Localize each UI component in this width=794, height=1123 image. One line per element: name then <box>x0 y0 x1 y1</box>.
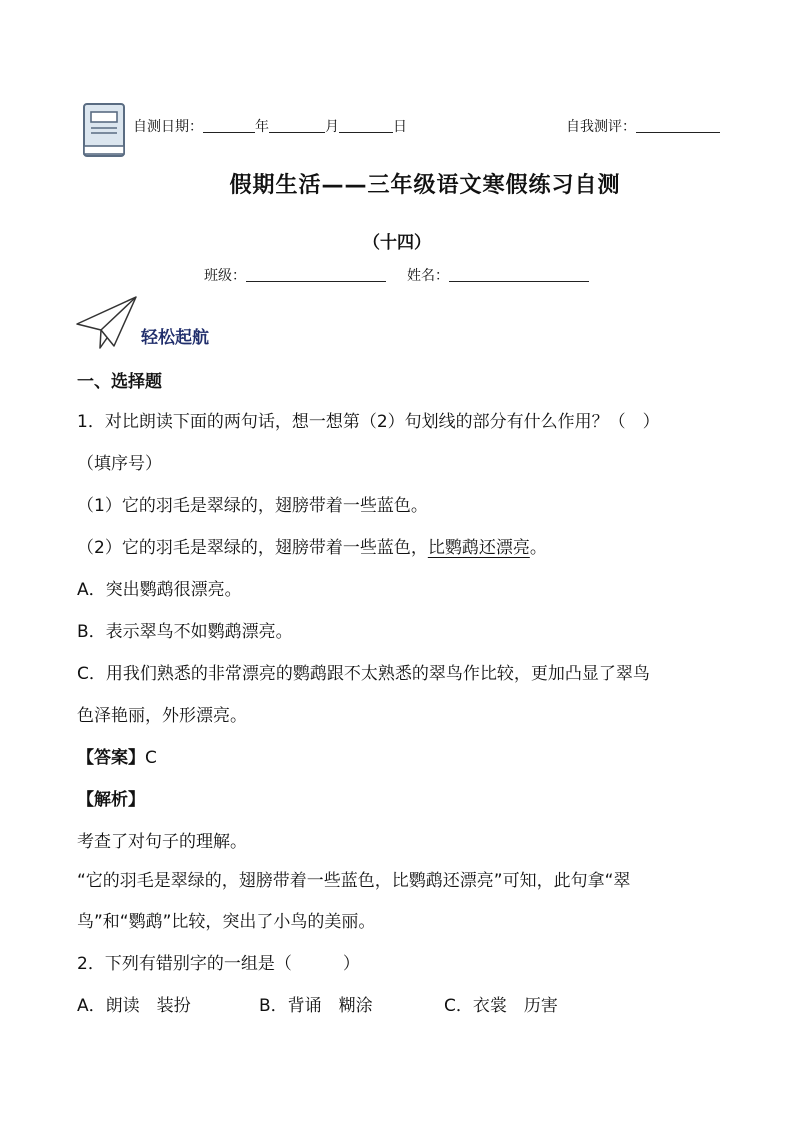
page-title: 假期生活——三年级语文寒假练习自测 <box>229 173 621 198</box>
answer-value: C <box>145 748 157 768</box>
answer-label: 【答案】 <box>77 748 145 768</box>
class-field <box>204 265 386 285</box>
name-blank[interactable] <box>449 267 589 282</box>
q2-option-c: C．衣裳 历害 <box>444 996 558 1016</box>
q1-option-c: C．用我们熟悉的非常漂亮的鹦鹉跟不太熟悉的翠鸟作比较，更加凸显了翠鸟 <box>77 664 650 684</box>
eval-blank[interactable] <box>636 118 720 133</box>
class-label: 班级： <box>204 268 246 284</box>
q1-option-a: A．突出鹦鹉很漂亮。 <box>77 580 242 600</box>
book-icon <box>79 100 129 160</box>
q1-option-c-cont: 色泽艳丽，外形漂亮。 <box>77 706 247 726</box>
day-blank[interactable] <box>339 118 393 133</box>
q2-option-b: B．背诵 糊涂 <box>259 996 373 1016</box>
year-label: 年 <box>255 119 269 135</box>
paper-plane-icon <box>74 294 140 352</box>
q1-stem-note: （填序号） <box>77 454 162 474</box>
year-blank[interactable] <box>203 118 255 133</box>
date-label: 自测日期： <box>133 119 203 135</box>
class-blank[interactable] <box>246 267 386 282</box>
q1-option-b: B．表示翠鸟不如鹦鹉漂亮。 <box>77 622 293 642</box>
name-label: 姓名： <box>407 268 449 284</box>
analysis-label: 【解析】 <box>77 790 145 810</box>
q1-stem: 1．对比朗读下面的两句话，想一想第（2）句划线的部分有什么作用？（ ） <box>77 412 660 432</box>
q1-underlined-phrase: 比鹦鹉还漂亮 <box>427 538 530 558</box>
analysis-line-3: 鸟”和“鹦鹉”比较，突出了小鸟的美丽。 <box>77 912 376 932</box>
self-test-date <box>133 116 407 136</box>
q2-option-a: A．朗读 装扮 <box>77 996 191 1016</box>
eval-label: 自我测评： <box>566 119 636 135</box>
part1-heading: 一、选择题 <box>77 372 162 392</box>
name-field <box>407 265 589 285</box>
q1-sentence-1: （1）它的羽毛是翠绿的，翅膀带着一些蓝色。 <box>77 496 428 516</box>
month-label: 月 <box>325 119 339 135</box>
analysis-line-2: “它的羽毛是翠绿的，翅膀带着一些蓝色，比鹦鹉还漂亮”可知，此句拿“翠 <box>77 871 631 891</box>
q1-answer <box>77 743 157 768</box>
q1-sentence-2 <box>77 533 547 558</box>
self-evaluation <box>566 116 720 136</box>
day-label: 日 <box>393 119 407 135</box>
q1-sentence-2-end: 。 <box>529 538 547 558</box>
q1-sentence-2-text: （2）它的羽毛是翠绿的，翅膀带着一些蓝色， <box>77 538 428 558</box>
analysis-line-1: 考查了对句子的理解。 <box>77 832 247 852</box>
q2-stem: 2．下列有错别字的一组是（ ） <box>77 954 360 974</box>
section-label: 轻松起航 <box>141 328 209 348</box>
month-blank[interactable] <box>269 118 325 133</box>
page-subtitle: （十四） <box>363 233 431 253</box>
